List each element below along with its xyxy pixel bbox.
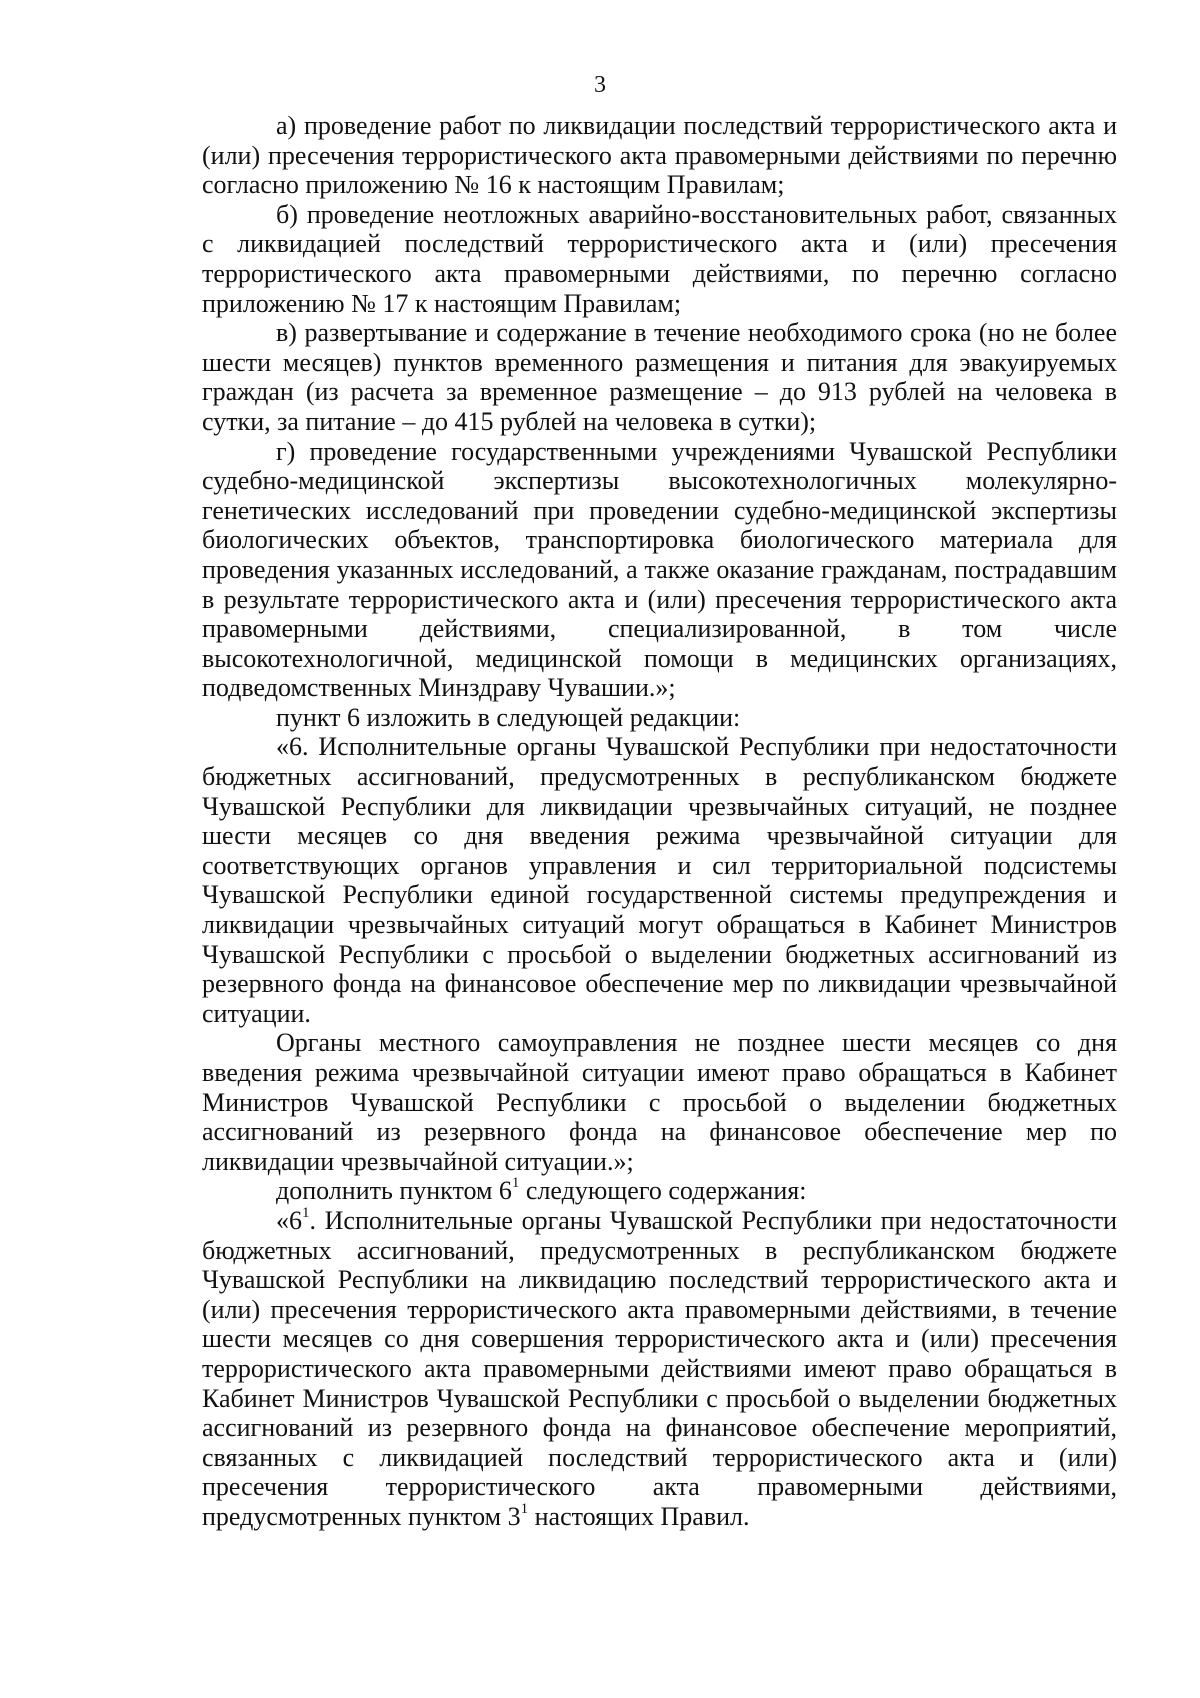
paragraph-instruction-point-6: пункт 6 изложить в следующей редакции: <box>276 702 741 732</box>
superscript-number: 1 <box>511 1175 520 1192</box>
paragraph-point-6-text: «6. Исполнительные органы Чувашской Республики при недостаточности бюджетных ассигнований, предусмотренных в республиканском бюджете Чувашской Республики для ликвидации чрезвычайных ситуаций, не позднее шести месяцев со дня введения режима чрезвычайной ситуации для соответствующих органов управления и сил территориальной подсистемы Чувашской Республики единой государственной системы предупреждения и ликвидации чрезвычайных ситуаций могут обращаться в Кабинет Министров Чувашской Республики с просьбой о выделении бюджетных ассигнований из резервного фонда на финансовое обеспечение мер по ликвидации чрезвычайной ситуации. <box>202 732 1117 1028</box>
page-number: 3 <box>594 72 606 98</box>
point-body-text: . Исполнительные органы Чувашской Республики при недостаточности бюджетных ассигнований, предусмотренных в республиканском бюджете Чувашской Республики на ликвидацию последствий террористического акта и (или) пресечения террористического акта правомерными действиями, в течение шести месяцев со дня совершения террористического акта и (или) пресечения террористического акта правомерными действиями имеют право обращаться в Кабинет Министров Чувашской Республики с просьбой о выделении бюджетных ассигнований из резервного фонда на финансовое обеспечение мероприятий, связанных с ликвидацией последствий террористического акта и (или) пресечения террористического акта правомерными действиями, предусмотренных пунктом 3 <box>202 1205 1117 1531</box>
paragraph-item-v: в) развертывание и содержание в течение необходимого срока (но не более шести месяцев) пунктов временного размещения и питания для эвакуируемых граждан (из расчета за временное размещение – до 913 рублей на человека в сутки, за питание – до 415 рублей на человека в сутки); <box>202 318 1117 436</box>
paragraph-item-a: а) проведение работ по ликвидации последствий террористического акта и (или) пресечения террористического акта правомерными действиями по перечню согласно приложению № 16 к настоящим Правилам; <box>202 111 1117 200</box>
point-number: «6 <box>276 1205 302 1235</box>
paragraph-local-governments: Органы местного самоуправления не позднее шести месяцев со дня введения режима чрезвычайной ситуации имеют право обращаться в Кабинет Министров Чувашской Республики с просьбой о выделении бюджетных ассигнований из резервного фонда на финансовое обеспечение мер по ликвидации чрезвычайной ситуации.»; <box>202 1028 1117 1176</box>
paragraph-instruction-point-6-1 <box>202 1176 1117 1206</box>
instruction-text-end: следующего содержания: <box>519 1176 807 1206</box>
paragraph-point-6-1-text <box>202 1206 1117 1532</box>
document-body <box>202 111 1117 1532</box>
superscript-number: 1 <box>302 1204 310 1221</box>
paragraph-item-b: б) проведение неотложных аварийно-восстановительных работ, связанных с ликвидацией последствий террористического акта и (или) пресечения террористического акта правомерными действиями, по перечню согласно приложению № 17 к настоящим Правилам; <box>202 199 1117 318</box>
paragraph-item-g: г) проведение государственными учреждениями Чувашской Республики судебно-медицинской экспертизы высокотехнологичных молекулярно-генетических исследований при проведении судебно-медицинской экспертизы биологических объектов, транспортировка биологического материала для проведения указанных исследований, а также оказание гражданам, пострадавшим в результате террористического акта и (или) пресечения террористического акта правомерными действиями, специализированной, в том числе высокотехнологичной, медицинской помощи в медицинских организациях, подведомственных Минздраву Чувашии.»; <box>202 436 1117 703</box>
superscript-number: 1 <box>520 1500 529 1517</box>
point-body-end: настоящих Правил. <box>528 1501 750 1531</box>
instruction-text-start: дополнить пунктом 6 <box>276 1176 512 1206</box>
